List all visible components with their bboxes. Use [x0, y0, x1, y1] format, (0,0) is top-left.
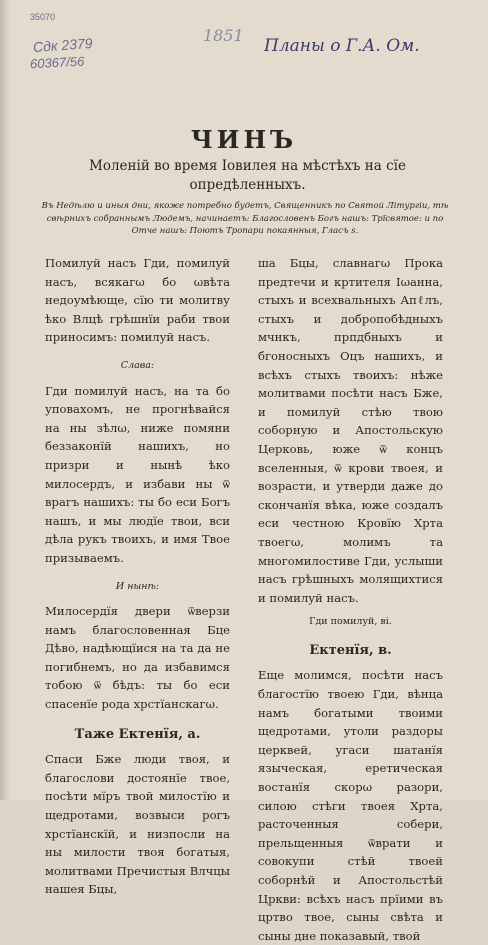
- document-subtitle: Моленій во время Іовилея на мѣстѣхъ на сїе опредѣленныхъ.: [89, 158, 406, 193]
- archive-inventory-number: 60367/56: [29, 53, 85, 72]
- section-heading: Слава:: [120, 359, 155, 371]
- section-heading: Гди помилуй, ві.: [309, 616, 392, 628]
- left-text-column: [45, 254, 230, 899]
- prayer-paragraph: Еще молимся, посѣти насъ благостїю твоею Гди, вѣнца намъ богатыми твоими щедротами, утоли раздоры церквей, угаси шатанїя языческая, еретическая востанїя скорω разори, силою стѣги твоея Хрта, расточенныя собери, прельщенныя ѿврати и совокупи стѣй твоей соборнѣй и Апостольстѣй Цркви: всѣхъ насъ прїими въ цртво твое, сыны свѣта и сыны дне показавый, твой: [258, 668, 443, 943]
- handwritten-signature: Планы о Г.А. Ом.: [264, 36, 420, 56]
- page-edge-shadow: [0, 0, 10, 800]
- prayer-paragraph: Помилуй насъ Гди, помилуй насъ, всякагω бо ωвѣта недоумѣюще, сїю ти молитву ѣко Влцѣ грѣшнїи раби твои приносимъ: помилуй насъ.: [45, 256, 230, 345]
- prayer-paragraph: Спаси Бже люди твоя, и благослови достоянїе твое, посѣти мїръ твой милостїю и щедротами, возвыси рогъ хрстїанскїй, и низпосли на ны милости твоя богатыя, молитвами Пречистыя Влчцы нашея Бцы,: [45, 752, 230, 897]
- archive-code-stamp: Сдк 2379: [32, 34, 93, 56]
- right-text-column: [258, 254, 443, 945]
- prayer-paragraph: Гди помилуй насъ, на та бо уповахомъ, не прогнѣвайся на ны зѣлω, ниже помяни беззаконїй нашихъ, но призри и нынѣ ѣко милосердъ, и избави ны ѿ врагъ нашихъ: ты бо еси Богъ нашъ, и мы людїе твои, вси дѣла рукъ твоихъ, и имя Твое призываемъ.: [45, 383, 230, 565]
- section-heading: И нынѣ:: [115, 580, 160, 592]
- handwritten-year: 1851: [203, 26, 244, 45]
- prayer-paragraph: ша Бцы, славнагω Прока предтечи и кртителя Іωанна, стыхъ и всехвальныхъ Апℓлъ, стыхъ и добропобѣдныхъ мчнкъ, прпдбныхъ и бгоносныхъ Оцъ нашихъ, и всѣхъ стыхъ твоихъ: нѣже молитвами посѣти насъ Бже, и помилуй стѣю твою соборную и Апостольскую Церковь, юже ѿ концъ вселенныя, ѿ крови твоея, и возрасти, и утверди дажe до скончанїя вѣка, юже создалъ еси честною Кровїю Хрта твоегω, молимъ та многомилостиве Гди, услыши насъ грѣшныхъ молящихтися и помилуй насъ.: [258, 256, 443, 605]
- prayer-paragraph: Милосердїя двери ѿверзи намъ благословенная Бце Дѣво, надѣющїися на та да не погибнемъ, но да избавимся тобою ѿ бѣдъ: ты бо еси спасенїе рода хрстїанскагω.: [45, 604, 230, 712]
- archive-number: 35070: [30, 12, 56, 22]
- document-title: ЧИНЪ: [190, 125, 298, 154]
- rubric-instructions: Въ Недѣлю и иныя дни, якоже потребно будетъ, Священникъ по Святой Літургіи, тѣ свѣрнихъ собраннымъ Людемъ, начинаетъ: Благословенъ Богъ нашъ: Трїсвятое: и по Отче нашъ: Поютъ Тропари покаянныя, Гласъ ѕ.: [41, 201, 449, 236]
- litany-heading: Ектенїя, в.: [309, 642, 392, 658]
- litany-heading: Таже Ектенїя, а.: [74, 726, 201, 742]
